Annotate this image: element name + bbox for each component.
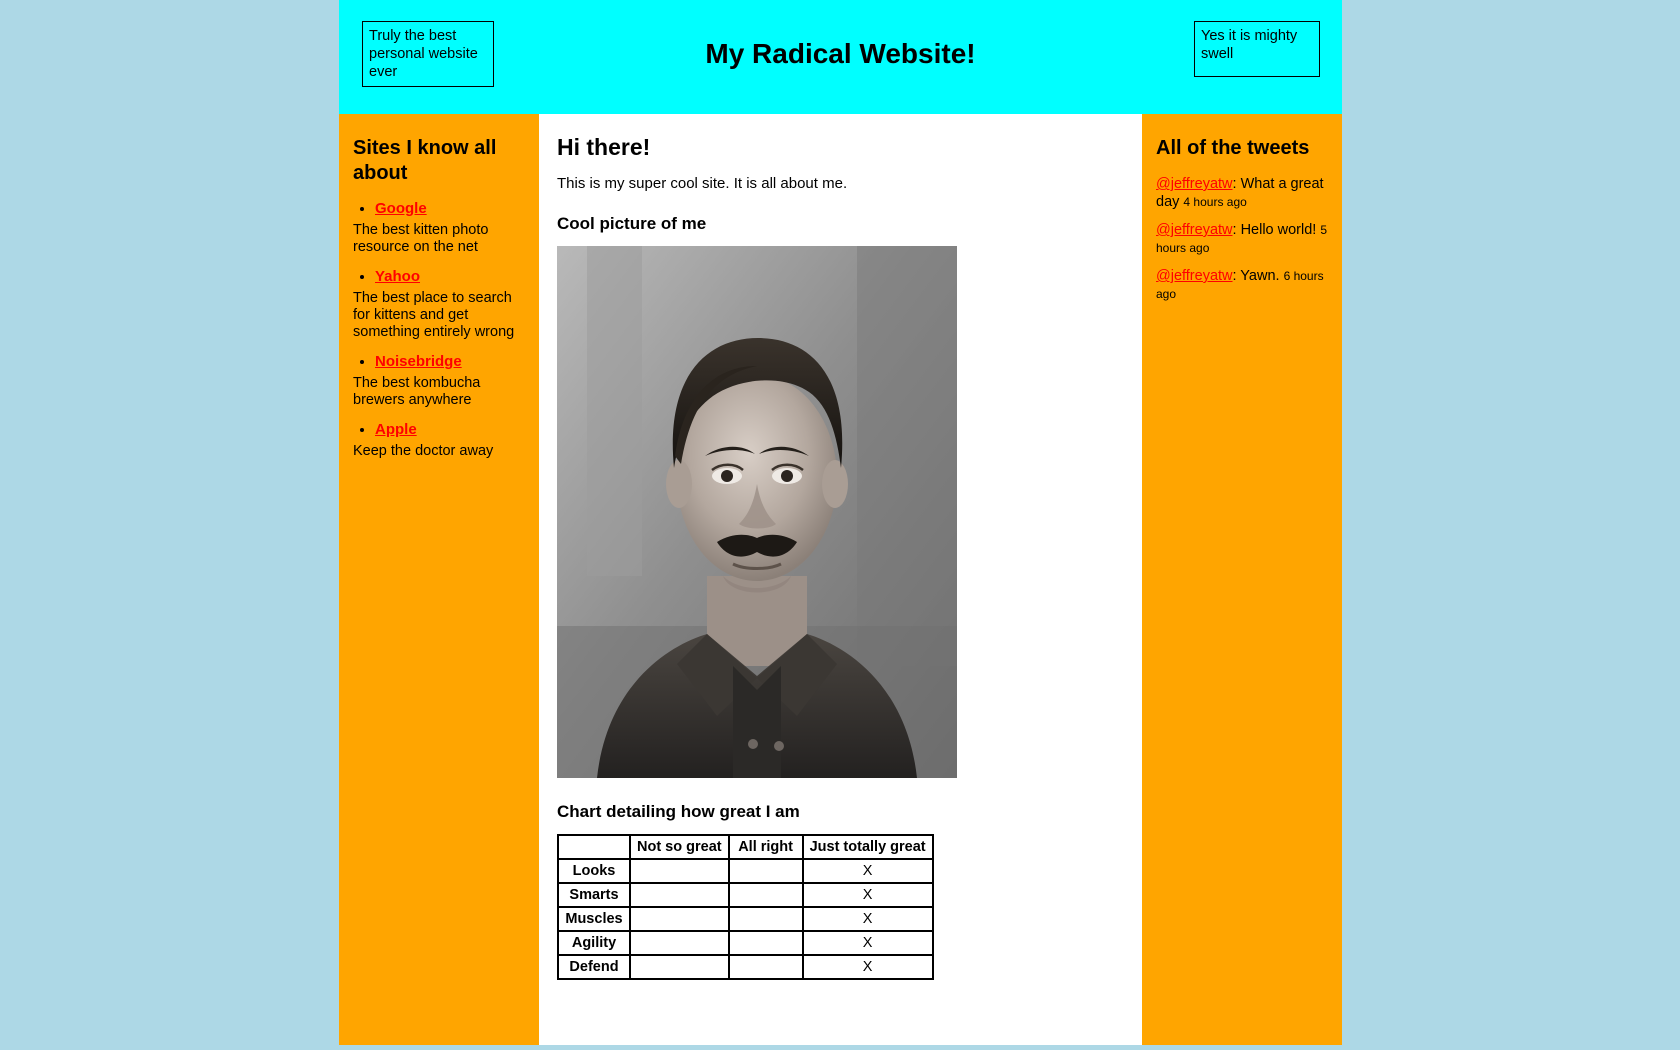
sidebar-link-yahoo-desc: The best place to search for kittens and get something entirely wrong	[353, 290, 515, 340]
link-list	[353, 268, 525, 286]
tweet-handle-link[interactable]: @jeffreyatw	[1156, 222, 1233, 238]
tweet-text: : Hello world!	[1232, 222, 1317, 238]
tweet-item	[1156, 267, 1328, 303]
sidebar-link-apple-desc: Keep the doctor away	[353, 443, 494, 459]
sidebar-link-noisebridge-desc: The best kombucha brewers anywhere	[353, 375, 481, 408]
table-corner-cell	[558, 835, 630, 859]
tweet-timestamp: 6 hours ago	[1156, 269, 1324, 301]
left-sidebar-heading: Sites I know all about	[353, 137, 497, 184]
tweet-item	[1156, 175, 1328, 211]
tweet-handle-link[interactable]: @jeffreyatw	[1156, 176, 1233, 192]
main-heading: Hi there!	[557, 134, 651, 160]
link-list	[353, 200, 525, 218]
tweet-timestamp: 4 hours ago	[1183, 195, 1247, 209]
table-row	[558, 931, 933, 955]
tweet-text: : What a great day	[1156, 176, 1324, 210]
cell-smarts-all-right	[729, 883, 803, 907]
table-header-row	[558, 835, 933, 859]
cell-agility-just-totally-great: X	[803, 931, 933, 955]
cell-muscles-just-totally-great: X	[803, 907, 933, 931]
tweet-handle-link[interactable]: @jeffreyatw	[1156, 268, 1233, 284]
cell-defend-all-right	[729, 955, 803, 979]
header-right-blurb: Yes it is mighty swell	[1194, 21, 1320, 77]
row-label-agility: Agility	[558, 931, 630, 955]
row-label-looks: Looks	[558, 859, 630, 883]
chart-heading: Chart detailing how great I am	[557, 802, 800, 821]
portrait-illustration	[557, 246, 957, 778]
table-col-just-totally-great: Just totally great	[803, 835, 933, 859]
right-sidebar	[1142, 114, 1342, 1045]
tweet-item	[1156, 221, 1328, 257]
website-container	[339, 0, 1342, 1045]
table-row	[558, 883, 933, 907]
table-row	[558, 907, 933, 931]
list-item	[375, 353, 525, 371]
header-left-blurb: Truly the best personal website ever	[362, 21, 494, 87]
row-label-muscles: Muscles	[558, 907, 630, 931]
cell-agility-all-right	[729, 931, 803, 955]
page-title: My Radical Website!	[705, 38, 976, 69]
sidebar-link-apple[interactable]: Apple	[375, 421, 417, 438]
link-list	[353, 421, 525, 439]
greatness-table	[557, 834, 934, 980]
cell-agility-not-so-great	[630, 931, 729, 955]
list-item	[375, 268, 525, 286]
cell-smarts-not-so-great	[630, 883, 729, 907]
cell-muscles-not-so-great	[630, 907, 729, 931]
sidebar-link-google-desc: The best kitten photo resource on the net	[353, 222, 489, 255]
right-sidebar-heading: All of the tweets	[1156, 137, 1310, 159]
site-header	[339, 0, 1342, 114]
tweet-text: : Yawn.	[1232, 268, 1280, 284]
sidebar-link-google[interactable]: Google	[375, 200, 427, 217]
table-col-not-so-great: Not so great	[630, 835, 729, 859]
table-row	[558, 859, 933, 883]
profile-photo	[557, 246, 957, 778]
content-columns	[339, 114, 1342, 1045]
sidebar-link-noisebridge[interactable]: Noisebridge	[375, 353, 462, 370]
table-row	[558, 955, 933, 979]
list-item	[375, 200, 525, 218]
row-label-defend: Defend	[558, 955, 630, 979]
cell-looks-not-so-great	[630, 859, 729, 883]
photo-heading: Cool picture of me	[557, 214, 707, 233]
sidebar-link-yahoo[interactable]: Yahoo	[375, 268, 421, 285]
cell-defend-not-so-great	[630, 955, 729, 979]
cell-muscles-all-right	[729, 907, 803, 931]
row-label-smarts: Smarts	[558, 883, 630, 907]
main-content	[539, 114, 1142, 1045]
table-col-all-right: All right	[729, 835, 803, 859]
cell-looks-all-right	[729, 859, 803, 883]
list-item	[375, 421, 525, 439]
tweet-timestamp: 5 hours ago	[1156, 223, 1328, 255]
cell-looks-just-totally-great: X	[803, 859, 933, 883]
cell-smarts-just-totally-great: X	[803, 883, 933, 907]
left-sidebar	[339, 114, 539, 1045]
intro-paragraph: This is my super cool site. It is all about me.	[557, 175, 848, 192]
link-list	[353, 353, 525, 371]
cell-defend-just-totally-great: X	[803, 955, 933, 979]
